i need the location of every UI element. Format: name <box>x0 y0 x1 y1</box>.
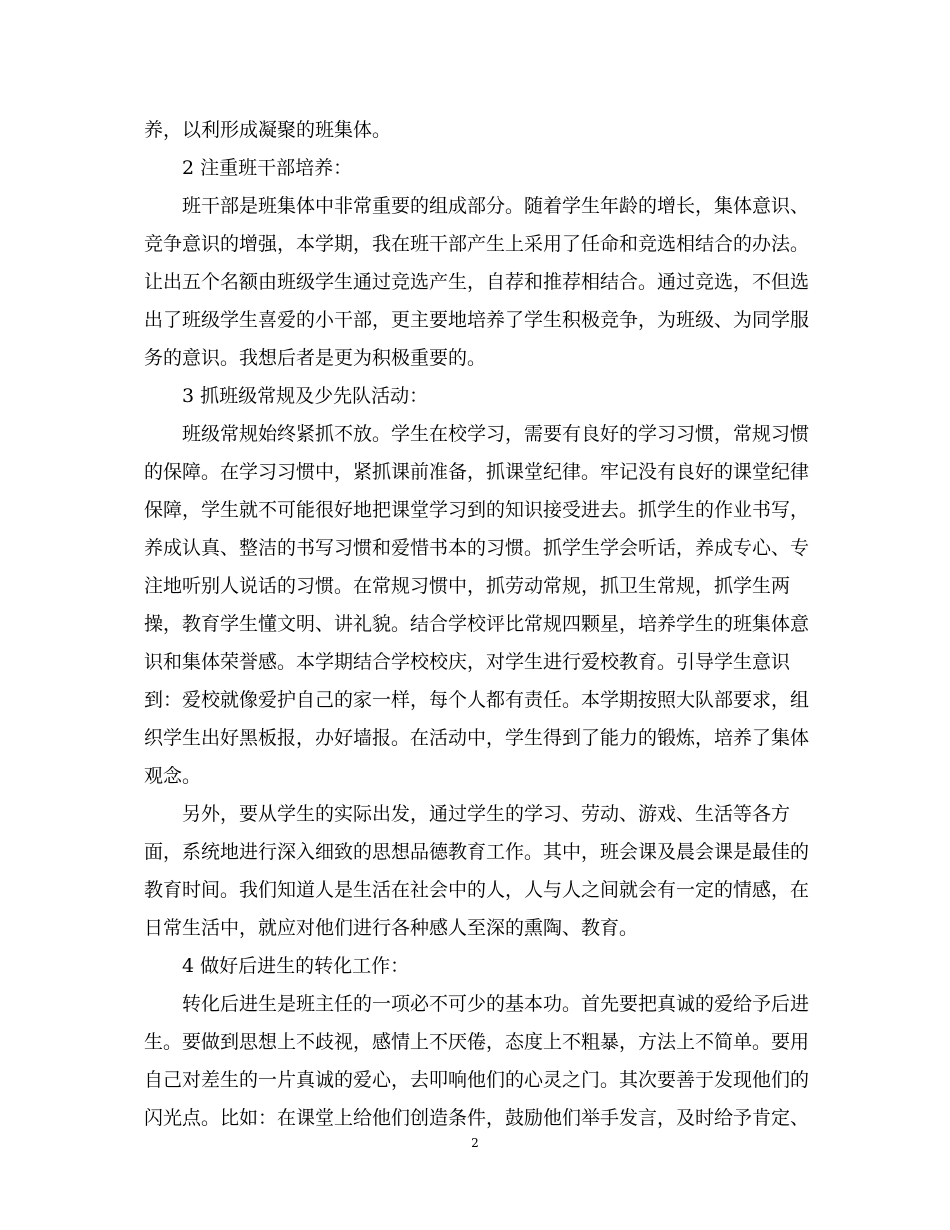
section-heading: 4 做好后进生的转化工作： <box>182 955 410 977</box>
section-heading: 3 抓班级常规及少先队活动： <box>182 385 429 407</box>
section-heading: 2 注重班干部培养： <box>182 157 353 179</box>
text-line: 养成认真、整洁的书写习惯和爱惜书本的习惯。抓学生学会听话，养成专心、专 <box>144 537 810 559</box>
text-line: 班级常规始终紧抓不放。学生在校学习，需要有良好的学习习惯，常规习惯 <box>182 423 810 445</box>
text-line: 的保障。在学习习惯中，紧抓课前准备，抓课堂纪律。牢记没有良好的课堂纪律 <box>144 461 810 483</box>
text-line: 务的意识。我想后者是更为积极重要的。 <box>144 347 487 369</box>
text-line: 织学生出好黑板报，办好墙报。在活动中，学生得到了能力的锻炼，培养了集体 <box>144 727 810 749</box>
text-line: 操，教育学生懂文明、讲礼貌。结合学校评比常规四颗星，培养学生的班集体意 <box>144 613 810 635</box>
text-line: 养，以利形成凝聚的班集体。 <box>144 119 392 141</box>
text-line: 闪光点。比如：在课堂上给他们创造条件，鼓励他们举手发言，及时给予肯定、 <box>144 1107 810 1129</box>
text-line: 出了班级学生喜爱的小干部，更主要地培养了学生积极竞争，为班级、为同学服 <box>144 309 810 331</box>
text-line: 让出五个名额由班级学生通过竞选产生，自荐和推荐相结合。通过竞选，不但选 <box>144 271 810 293</box>
text-line: 转化后进生是班主任的一项必不可少的基本功。首先要把真诚的爱给予后进 <box>182 993 810 1015</box>
text-line: 观念。 <box>144 765 202 787</box>
text-line: 生。要做到思想上不歧视，感情上不厌倦，态度上不粗暴，方法上不简单。要用 <box>144 1031 810 1053</box>
page-number: 2 <box>471 1136 479 1150</box>
text-line: 自己对差生的一片真诚的爱心，去叩响他们的心灵之门。其次要善于发现他们的 <box>144 1069 810 1091</box>
text-line: 到：爱校就像爱护自己的家一样，每个人都有责任。本学期按照大队部要求，组 <box>144 689 810 711</box>
text-line: 保障，学生就不可能很好地把课堂学习到的知识接受进去。抓学生的作业书写， <box>144 499 810 521</box>
text-line: 班干部是班集体中非常重要的组成部分。随着学生年龄的增长，集体意识、 <box>182 195 810 217</box>
text-line: 教育时间。我们知道人是生活在社会中的人，人与人之间就会有一定的情感，在 <box>144 879 810 901</box>
text-line: 另外，要从学生的实际出发，通过学生的学习、劳动、游戏、生活等各方 <box>182 803 791 825</box>
text-line: 识和集体荣誉感。本学期结合学校校庆，对学生进行爱校教育。引导学生意识 <box>144 651 791 673</box>
text-line: 竞争意识的增强，本学期，我在班干部产生上采用了任命和竞选相结合的办法。 <box>144 233 810 255</box>
text-line: 注地听别人说话的习惯。在常规习惯中，抓劳动常规，抓卫生常规，抓学生两 <box>144 575 791 597</box>
text-line: 面，系统地进行深入细致的思想品德教育工作。其中，班会课及晨会课是最佳的 <box>144 841 810 863</box>
text-line: 日常生活中，就应对他们进行各种感人至深的熏陶、教育。 <box>144 917 639 939</box>
